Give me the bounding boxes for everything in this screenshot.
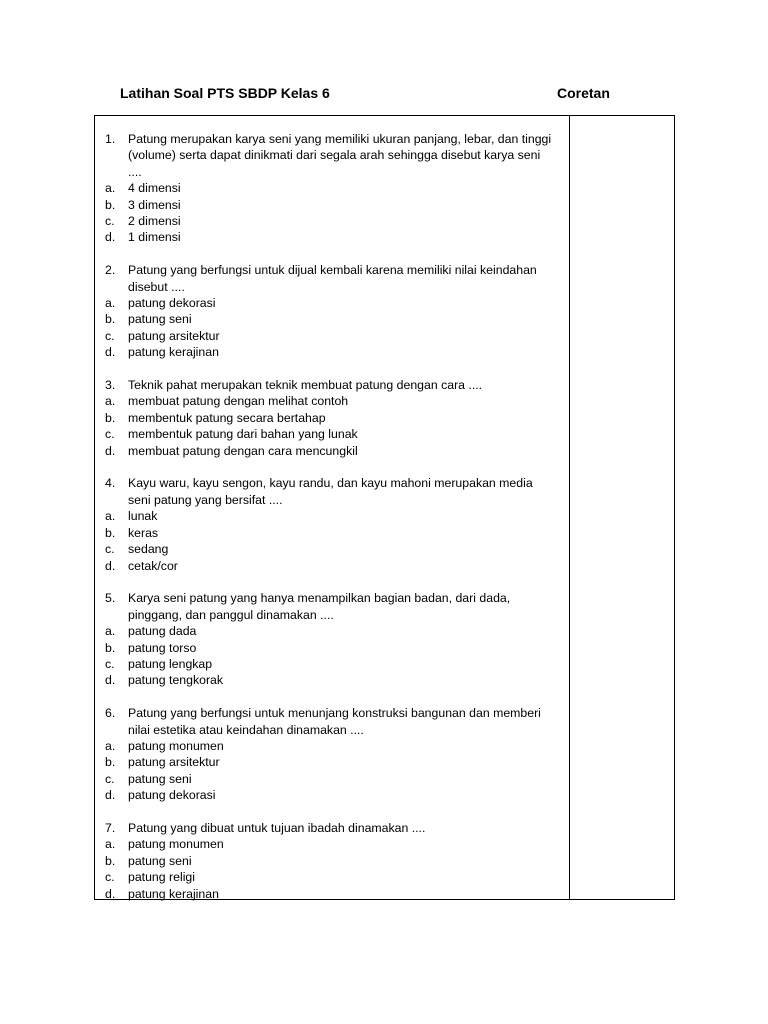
option-letter: b. bbox=[105, 197, 116, 212]
question-text: Teknik pahat merupakan teknik membuat patung dengan cara .... bbox=[128, 378, 483, 393]
option-letter: b. bbox=[105, 853, 116, 868]
option-text: patung seni bbox=[128, 853, 192, 868]
answer-option bbox=[95, 754, 569, 770]
option-letter: b. bbox=[105, 755, 116, 770]
question-number: 6. bbox=[105, 706, 116, 721]
option-letter: d. bbox=[105, 230, 116, 245]
option-text: cetak/cor bbox=[128, 558, 178, 573]
option-text: 3 dimensi bbox=[128, 197, 181, 212]
question-text: Karya seni patung yang hanya menampilkan bagian badan, dari dada, pinggang, dan panggul dinamakan .... bbox=[128, 591, 511, 622]
answer-option bbox=[95, 886, 569, 902]
option-text: patung dekorasi bbox=[128, 296, 216, 311]
answer-option bbox=[95, 787, 569, 803]
answer-option bbox=[95, 393, 569, 409]
answer-option bbox=[95, 558, 569, 574]
question-item bbox=[95, 262, 569, 360]
option-letter: a. bbox=[105, 624, 116, 639]
option-letter: d. bbox=[105, 886, 116, 901]
option-text: membentuk patung dari bahan yang lunak bbox=[128, 427, 358, 442]
question-text: Patung yang dibuat untuk tujuan ibadah dinamakan .... bbox=[128, 820, 426, 835]
question-number: 7. bbox=[105, 820, 116, 835]
option-letter: c. bbox=[105, 214, 115, 229]
option-letter: b. bbox=[105, 640, 116, 655]
option-letter: a. bbox=[105, 394, 116, 409]
option-letter: a. bbox=[105, 837, 116, 852]
question-list bbox=[95, 131, 569, 902]
option-text: patung dada bbox=[128, 624, 197, 639]
option-text: membuat patung dengan cara mencungkil bbox=[128, 443, 358, 458]
option-text: patung lengkap bbox=[128, 656, 213, 671]
option-letter: c. bbox=[105, 656, 115, 671]
option-text: patung tengkorak bbox=[128, 673, 224, 688]
document-header bbox=[0, 85, 768, 107]
question-number: 3. bbox=[105, 378, 116, 393]
answer-option bbox=[95, 738, 569, 754]
question-item bbox=[95, 131, 569, 246]
question-number: 2. bbox=[105, 263, 116, 278]
question-stem bbox=[95, 262, 569, 295]
answer-option bbox=[95, 311, 569, 327]
answer-option bbox=[95, 836, 569, 852]
option-text: patung kerajinan bbox=[128, 345, 219, 360]
option-text: patung seni bbox=[128, 771, 192, 786]
option-letter: c. bbox=[105, 542, 115, 557]
option-letter: c. bbox=[105, 870, 115, 885]
question-number: 4. bbox=[105, 476, 116, 491]
answer-option bbox=[95, 344, 569, 360]
question-item bbox=[95, 590, 569, 688]
option-letter: a. bbox=[105, 296, 116, 311]
answer-option bbox=[95, 623, 569, 639]
answer-option bbox=[95, 426, 569, 442]
option-letter: d. bbox=[105, 558, 116, 573]
coretan-heading: Coretan bbox=[557, 85, 610, 101]
option-letter: b. bbox=[105, 525, 116, 540]
option-letter: c. bbox=[105, 427, 115, 442]
document-title: Latihan Soal PTS SBDP Kelas 6 bbox=[120, 85, 330, 101]
question-stem bbox=[95, 131, 569, 180]
option-text: patung kerajinan bbox=[128, 886, 219, 901]
question-stem bbox=[95, 820, 569, 836]
question-number: 5. bbox=[105, 591, 116, 606]
answer-option bbox=[95, 508, 569, 524]
answer-option bbox=[95, 656, 569, 672]
option-text: 1 dimensi bbox=[128, 230, 181, 245]
answer-option bbox=[95, 410, 569, 426]
answer-option bbox=[95, 771, 569, 787]
option-text: patung torso bbox=[128, 640, 197, 655]
answer-option bbox=[95, 229, 569, 245]
question-item bbox=[95, 377, 569, 459]
question-text: Patung yang berfungsi untuk menunjang konstruksi bangunan dan memberi nilai estetika atau keindahan dinamakan .... bbox=[128, 706, 541, 737]
option-text: membentuk patung secara bertahap bbox=[128, 410, 326, 425]
answer-option bbox=[95, 213, 569, 229]
option-text: keras bbox=[128, 525, 159, 540]
question-text: Patung merupakan karya seni yang memiliki ukuran panjang, lebar, dan tinggi (volume) serta dapat dinikmati dari segala arah sehingga disebut karya seni .... bbox=[128, 132, 552, 179]
option-text: membuat patung dengan melihat contoh bbox=[128, 394, 349, 409]
option-text: patung arsitektur bbox=[128, 755, 220, 770]
question-item bbox=[95, 820, 569, 902]
option-text: lunak bbox=[128, 509, 158, 524]
option-letter: b. bbox=[105, 410, 116, 425]
option-letter: c. bbox=[105, 771, 115, 786]
question-stem bbox=[95, 377, 569, 393]
question-stem bbox=[95, 590, 569, 623]
question-item bbox=[95, 475, 569, 573]
answer-option bbox=[95, 328, 569, 344]
answer-option bbox=[95, 853, 569, 869]
answer-option bbox=[95, 197, 569, 213]
option-text: patung religi bbox=[128, 870, 195, 885]
option-text: patung arsitektur bbox=[128, 328, 220, 343]
coretan-area bbox=[570, 116, 674, 899]
option-text: patung dekorasi bbox=[128, 788, 216, 803]
option-text: sedang bbox=[128, 542, 169, 557]
answer-option bbox=[95, 180, 569, 196]
answer-option bbox=[95, 640, 569, 656]
option-letter: d. bbox=[105, 345, 116, 360]
option-letter: d. bbox=[105, 788, 116, 803]
answer-option bbox=[95, 295, 569, 311]
option-letter: d. bbox=[105, 443, 116, 458]
option-text: patung seni bbox=[128, 312, 192, 327]
option-letter: a. bbox=[105, 738, 116, 753]
option-text: 2 dimensi bbox=[128, 214, 181, 229]
question-sheet bbox=[94, 115, 675, 900]
answer-option bbox=[95, 525, 569, 541]
option-letter: d. bbox=[105, 673, 116, 688]
question-number: 1. bbox=[105, 132, 116, 146]
option-text: 4 dimensi bbox=[128, 181, 181, 196]
option-letter: a. bbox=[105, 509, 116, 524]
answer-option bbox=[95, 541, 569, 557]
answer-option bbox=[95, 869, 569, 885]
question-stem bbox=[95, 475, 569, 508]
option-letter: a. bbox=[105, 181, 116, 196]
option-text: patung monumen bbox=[128, 738, 224, 753]
question-text: Kayu waru, kayu sengon, kayu randu, dan kayu mahoni merupakan media seni patung yang bersifat .... bbox=[128, 476, 533, 507]
question-text: Patung yang berfungsi untuk dijual kembali karena memiliki nilai keindahan disebut .... bbox=[128, 263, 537, 294]
option-letter: b. bbox=[105, 312, 116, 327]
question-item bbox=[95, 705, 569, 803]
option-text: patung monumen bbox=[128, 837, 224, 852]
question-stem bbox=[95, 705, 569, 738]
answer-option bbox=[95, 443, 569, 459]
option-letter: c. bbox=[105, 328, 115, 343]
answer-option bbox=[95, 672, 569, 688]
